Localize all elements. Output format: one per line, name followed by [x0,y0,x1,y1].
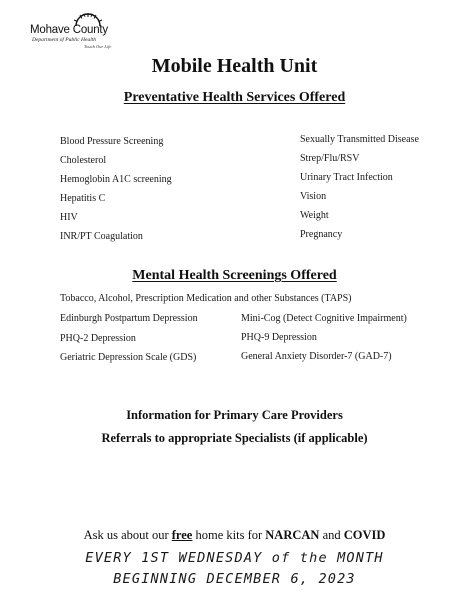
kits-prefix: Ask us about our [83,528,172,542]
preventive-heading: Preventative Health Services Offered [123,90,346,105]
preventive-item: Weight [300,210,329,221]
mental-item: PHQ-2 Depression [60,333,136,344]
logo-department: Department of Public Health [32,37,97,43]
handwritten-start-date: BEGINNING DECEMBER 6, 2023 [113,571,356,587]
mental-item: Edinburgh Postpartum Depression [60,313,198,324]
kits-middle: home kits for [192,528,266,542]
mental-item: Geriatric Depression Scale (GDS) [60,352,197,363]
preventive-item: Hemoglobin A1C screening [60,174,172,185]
mohave-county-logo [30,12,140,52]
mental-item: General Anxiety Disorder-7 (GAD-7) [241,351,392,362]
preventive-item: Vision [300,191,327,202]
providers-info: Information for Primary Care Providers [126,408,343,422]
preventive-item: Blood Pressure Screening [60,136,164,147]
logo-county-name: Mohave County [30,24,108,36]
mental-item: Mini-Cog (Detect Cognitive Impairment) [241,313,407,324]
preventive-item: HIV [60,212,78,223]
preventive-item: Pregnancy [300,229,343,240]
preventive-item: Urinary Tract Infection [300,172,393,183]
preventive-item: Cholesterol [60,155,107,166]
providers-referrals: Referrals to appropriate Specialists (if applicable) [101,431,368,445]
handwritten-schedule: EVERY 1ST WEDNESDAY of the MONTH [85,550,384,566]
preventive-item: INR/PT Coagulation [60,231,143,242]
preventive-item: Strep/Flu/RSV [300,153,360,164]
preventive-item: Sexually Transmitted Disease [300,134,419,145]
page-title: Mobile Health Unit [151,55,318,77]
kits-covid: COVID [343,528,386,542]
preventive-item: Hepatitis C [60,193,106,204]
home-kits-line [0,528,469,543]
mental-heading: Mental Health Screenings Offered [132,268,337,283]
kits-free: free [171,528,193,542]
kits-and: and [319,528,344,542]
mental-item: PHQ-9 Depression [241,332,317,343]
kits-narcan: NARCAN [265,528,320,542]
logo-tagline: Touch Our Life [84,44,112,49]
mental-item: Tobacco, Alcohol, Prescription Medication and other Substances (TAPS) [60,293,352,304]
